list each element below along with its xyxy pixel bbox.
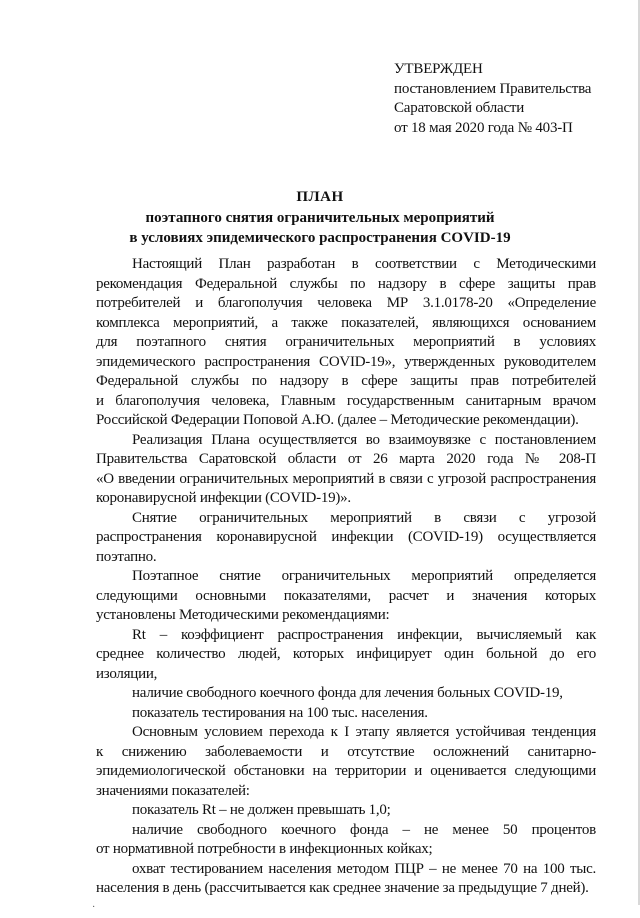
document-subtitle: поэтапного снятия ограничительных мероприятий [145, 210, 495, 226]
paragraph-line: Федеральной службы по надзору в сфере защиты прав потребителей [96, 373, 596, 389]
document-heading [0, 187, 640, 248]
paragraph-line: и благополучия человека, Главным государственным санитарным врачом [96, 392, 596, 409]
document-subtitle: в условиях эпидемического распространения COVID-19 [129, 230, 511, 246]
paragraph-line: следующими основными показателями, расчет и значения которых [96, 587, 596, 604]
paragraph-line: Rt – коэффициент распространения инфекции, вычисляемый как [132, 626, 596, 643]
paragraph-line: распространения коронавирусной инфекции (COVID-19) осуществляется [96, 529, 596, 545]
paragraph-line: коронавирусной инфекции (COVID-19)». [96, 490, 351, 506]
paragraph-line: «О введении ограничительных мероприятий в связи с угрозой распространения [96, 470, 596, 487]
paragraph-line: Настоящий План разработан в соответствии с Методическими [132, 256, 596, 272]
paragraph-line: наличие свободного коечного фонда для лечения больных COVID-19, [132, 685, 563, 701]
paragraph-line: среднее количество людей, которых инфицирует один больной до его [96, 646, 596, 662]
approval-line: от 18 мая 2020 года № 403-П [394, 119, 573, 136]
paragraph-line: Основным условием перехода к I этапу является устойчивая тенденция [132, 724, 596, 740]
paragraph-line: значениями показателей: [96, 782, 250, 799]
scan-mark: · [92, 902, 96, 913]
paragraph-line: для поэтапного снятия ограничительных мероприятий в условиях [96, 334, 596, 350]
approval-stamp [394, 60, 591, 138]
paragraph-line: показатель Rt – не должен превышать 1,0; [132, 802, 391, 818]
approval-line: постановлением Правительства [394, 80, 592, 97]
paragraph-line: установлены Методическими рекомендациями: [96, 607, 390, 623]
paragraph-line: от нормативной потребности в инфекционных койках; [96, 841, 433, 857]
paragraph-line: Реализация Плана осуществляется во взаимоувязке с постановлением [132, 431, 596, 448]
paragraph-line: наличие свободного коечного фонда – не менее 50 процентов [132, 821, 596, 838]
paragraph-line: Снятие ограничительных мероприятий в связи с угрозой [132, 509, 596, 526]
document-body [92, 255, 596, 913]
paragraph-line: Поэтапное снятие ограничительных мероприятий определяется [132, 568, 596, 584]
paragraph-line: потребителей и благополучия человека МР 3.1.0178-20 «Определение [96, 295, 596, 311]
paragraph-line: комплекса мероприятий, а также показателей, являющихся основанием [96, 314, 596, 331]
paragraph-line: рекомендация Федеральной службы по надзору в сфере защиты прав [96, 275, 596, 292]
paragraph-line: эпидемиологической обстановки на территории и оценивается следующими [96, 763, 596, 779]
paragraph-line: охват тестированием населения методом ПЦР – не менее 70 на 100 тыс. [132, 860, 596, 877]
paragraph-line: показатель тестирования на 100 тыс. населения. [132, 704, 428, 721]
paragraph-line: Правительства Саратовской области от 26 марта 2020 года № 208-П [96, 451, 596, 467]
paragraph-line: эпидемического распространения COVID-19», утвержденных руководителем [96, 353, 596, 370]
approval-title: УТВЕРЖДЕН [394, 61, 483, 77]
document-title: ПЛАН [296, 189, 344, 205]
paragraph-line: поэтапно. [96, 548, 157, 565]
paragraph-line: к снижению заболеваемости и отсутствие осложнений санитарно- [96, 743, 596, 760]
approval-line: Саратовской области [394, 100, 525, 116]
paragraph-line: Российской Федерации Поповой А.Ю. (далее – Методические рекомендации). [96, 412, 579, 428]
paragraph-line: изоляции, [96, 665, 158, 682]
paragraph-line: населения в день (рассчитывается как среднее значение за предыдущие 7 дней). [96, 880, 589, 896]
